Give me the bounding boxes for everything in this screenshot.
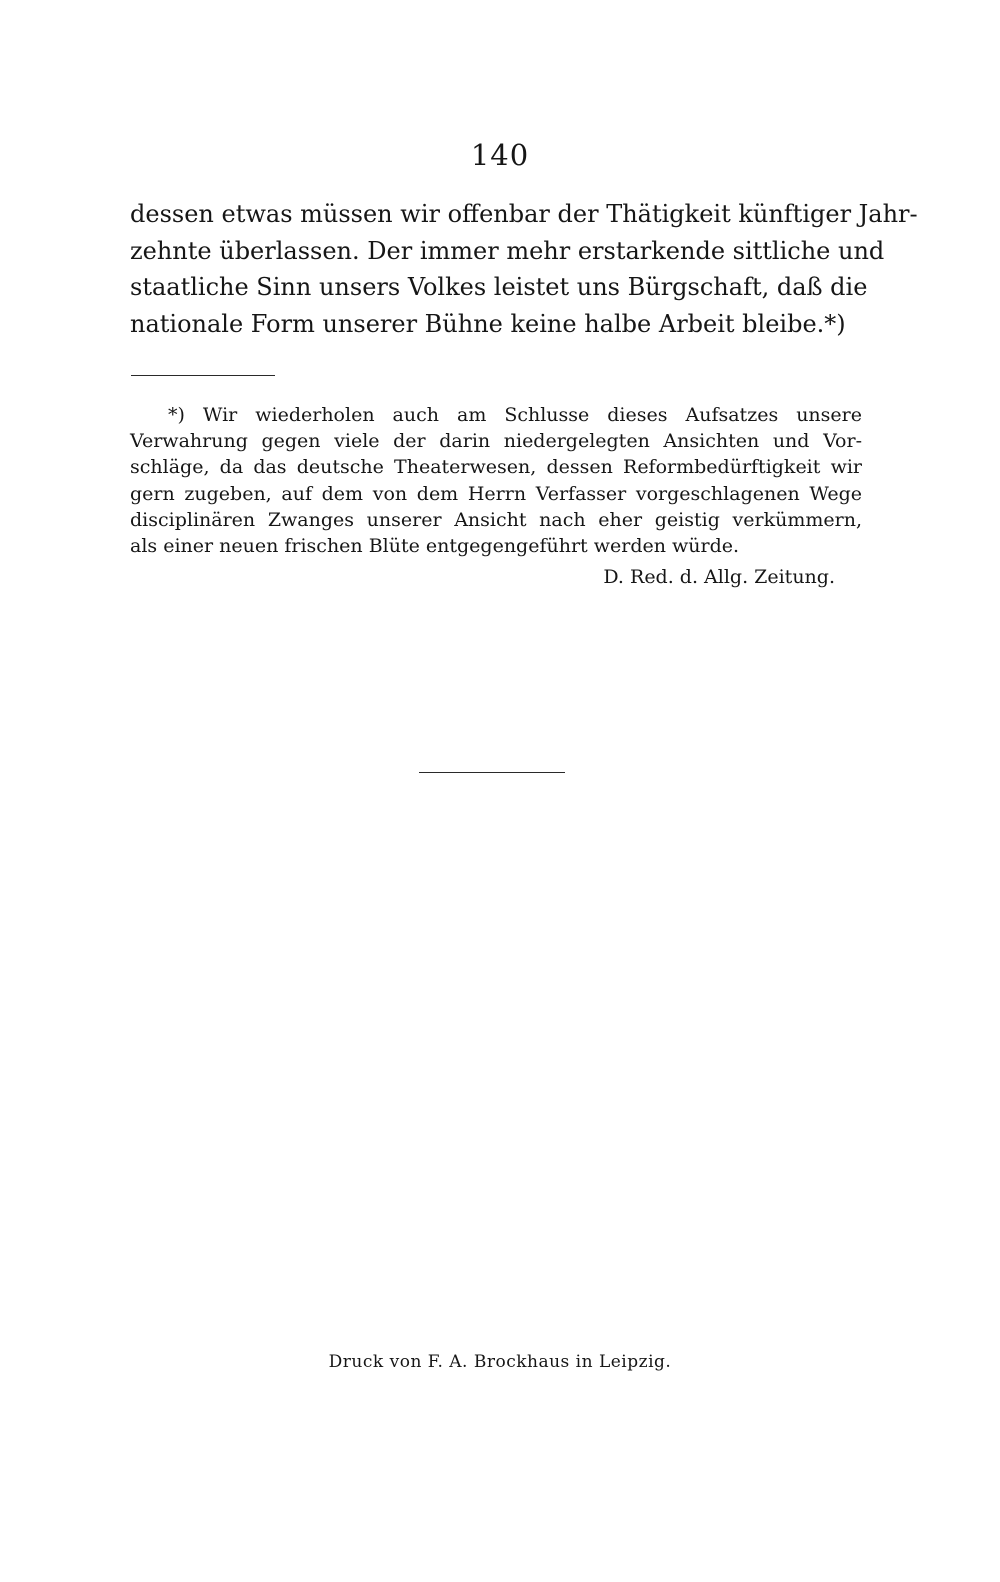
footnote-separator-rule [131, 375, 275, 376]
footnote-signature: D. Red. d. Allg. Zeitung. [603, 566, 835, 588]
main-text-line: staatliche Sinn unsers Volkes leistet uns Bürgschaft, daß die [130, 273, 868, 301]
footnote-line: *) Wir wiederholen auch am Schlusse dieses Aufsatzes unsere [168, 404, 862, 426]
footnote [130, 402, 862, 559]
footnote-line: schläge, da das deutsche Theaterwesen, dessen Reformbedürftigkeit wir [130, 456, 862, 479]
footnote-line: gern zugeben, auf dem von dem Herrn Verfasser vorgeschlagenen Wege [130, 482, 862, 505]
main-text-line: zehnte überlassen. Der immer mehr erstarkende sittliche und [130, 236, 885, 265]
main-text-line: nationale Form unserer Bühne keine halbe Arbeit bleibe.*) [130, 309, 846, 338]
footnote-line: disciplinären Zwanges unserer Ansicht nach eher geistig verkümmern, [130, 508, 862, 531]
footnote-line: Verwahrung gegen viele der darin niedergelegten Ansichten und Vor- [130, 430, 862, 453]
main-text [130, 196, 918, 342]
page-number: 140 [470, 138, 530, 172]
end-of-text-rule [419, 772, 565, 773]
main-text-line: dessen etwas müssen wir offenbar der Thätigkeit künftiger Jahr- [130, 200, 918, 228]
footnote-line: als einer neuen frischen Blüte entgegengeführt werden würde. [130, 534, 740, 557]
printer-imprint: Druck von F. A. Brockhaus in Leipzig. [328, 1352, 672, 1372]
